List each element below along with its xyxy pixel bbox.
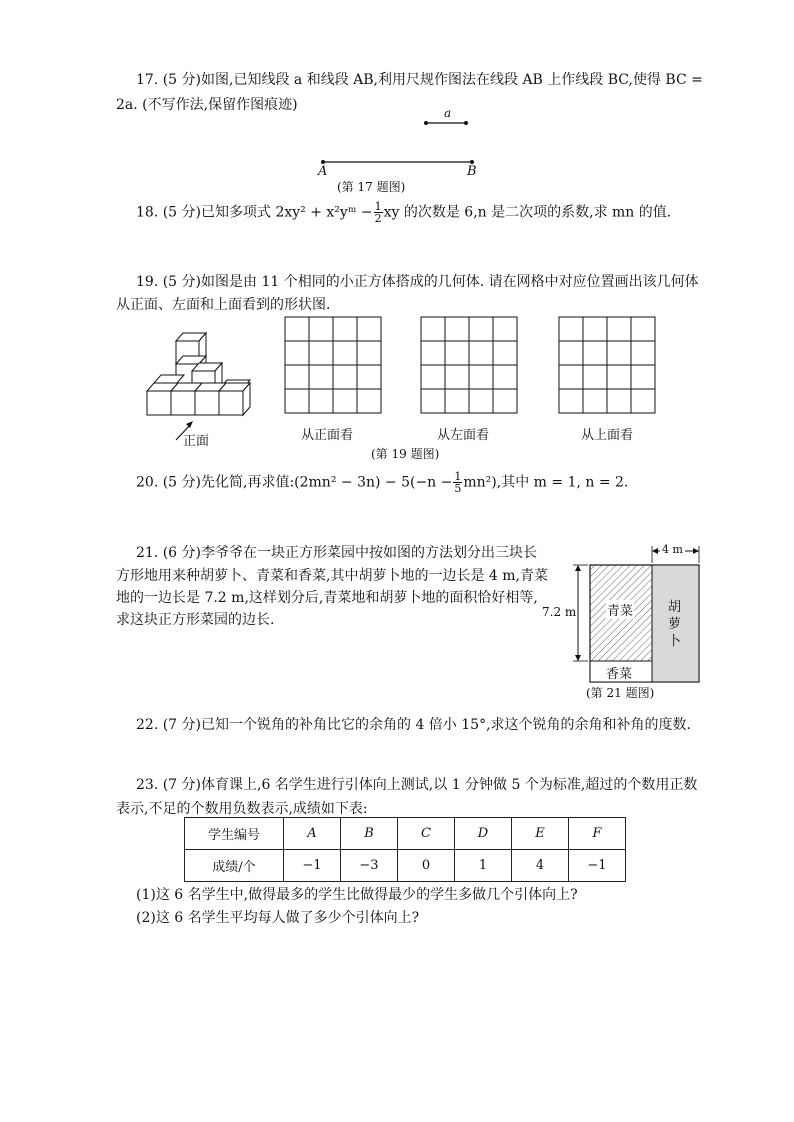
table-score-c: 0 — [398, 850, 455, 882]
q18-frac-num: 1 — [374, 200, 382, 213]
q23-text-line2: 表示,不足的个数用负数表示,成绩如下表: — [116, 801, 368, 817]
dim-left-label: 7.2 m — [542, 605, 577, 619]
table-student-a: A — [284, 818, 341, 850]
qingcai-label: 青菜 — [606, 600, 634, 619]
table-header-label: 学生编号 — [185, 818, 284, 850]
table-score-e: 4 — [512, 850, 569, 882]
q21-text-line3: 地的一边长是 7.2 m,这样划分后,青菜地和胡萝卜地的面积恰好相等, — [116, 590, 538, 606]
q17-text-line2: 2a. (不写作法,保留作图痕迹) — [116, 97, 298, 113]
table-student-f: F — [569, 818, 626, 850]
segment-a-label: a — [444, 106, 452, 120]
table-score-f: −1 — [569, 850, 626, 882]
table-student-d: D — [455, 818, 512, 850]
q21-text-line1: 21. (6 分)李爷爷在一块正方形菜园中按如图的方法划分出三块长 — [136, 545, 537, 561]
grid-label-front: 从正面看 — [301, 428, 354, 443]
huluobo-label-2: 萝 — [668, 617, 682, 632]
q23-text-line1: 23. (7 分)体育课上,6 名学生进行引体向上测试,以 1 分钟做 5 个为标准,超过的个数用正数 — [136, 777, 698, 793]
table-score-a: −1 — [284, 850, 341, 882]
q18-frac-den: 2 — [374, 212, 382, 225]
point-b-label: B — [467, 164, 477, 179]
q22-text: 22. (7 分)已知一个锐角的补角比它的余角的 4 倍小 15°,求这个锐角的余角和补角的度数. — [136, 717, 691, 733]
q18-prefix: 18. (5 分)已知多项式 2xy² + x²yᵐ − — [136, 204, 373, 221]
huluobo-label-1: 胡 — [668, 600, 682, 615]
table-score-d: 1 — [455, 850, 512, 882]
table-row-label: 成绩/个 — [185, 850, 284, 882]
q20-frac-num: 1 — [454, 470, 462, 483]
q20-suffix: mn²),其中 m = 1, n = 2. — [463, 474, 629, 491]
table-score-b: −3 — [341, 850, 398, 882]
q18-suffix: xy 的次数是 6,n 是二次项的系数,求 mn 的值. — [383, 204, 672, 221]
q23-sub1: (1)这 6 名学生中,做得最多的学生比做得最少的学生多做几个引体向上? — [136, 887, 578, 903]
q21-caption: (第 21 题图) — [586, 686, 655, 700]
q23-sub2: (2)这 6 名学生平均每人做了多少个引体向上? — [136, 910, 420, 926]
front-label: 正面 — [183, 434, 210, 449]
table-header-row — [185, 818, 626, 850]
score-table — [184, 817, 626, 882]
huluobo-label-3: 卜 — [668, 634, 682, 649]
grid-label-top: 从上面看 — [581, 428, 634, 443]
dim-top-label: 4 m — [662, 543, 683, 556]
q19-text-line2: 从正面、左面和上面看到的形状图. — [116, 297, 331, 313]
q20-prefix: 20. (5 分)先化简,再求值:(2mn² − 3n) − 5(−n − — [136, 474, 453, 491]
q17-text-line1: 17. (5 分)如图,已知线段 a 和线段 AB,利用尺规作图法在线段 AB 上作线段 BC,使得 BC = — [136, 72, 703, 88]
q17-caption: (第 17 题图) — [337, 180, 406, 194]
table-score-row — [185, 850, 626, 882]
q21-text-line2: 方形地用来种胡萝卜、青菜和香菜,其中胡萝卜地的一边长是 4 m,青菜 — [116, 568, 548, 584]
q19-text-line1: 19. (5 分)如图是由 11 个相同的小正方体搭成的几何体. 请在网格中对应位置画出该几何体 — [136, 274, 699, 290]
q21-text-line4: 求这块正方形菜园的边长. — [116, 612, 275, 628]
table-student-b: B — [341, 818, 398, 850]
xiangcai-label: 香菜 — [606, 667, 633, 682]
table-student-c: C — [398, 818, 455, 850]
q19-caption: (第 19 题图) — [371, 447, 440, 461]
table-student-e: E — [512, 818, 569, 850]
q20-frac-den: 5 — [454, 482, 462, 495]
grid-label-left: 从左面看 — [437, 428, 490, 443]
point-a-label: A — [318, 164, 328, 179]
